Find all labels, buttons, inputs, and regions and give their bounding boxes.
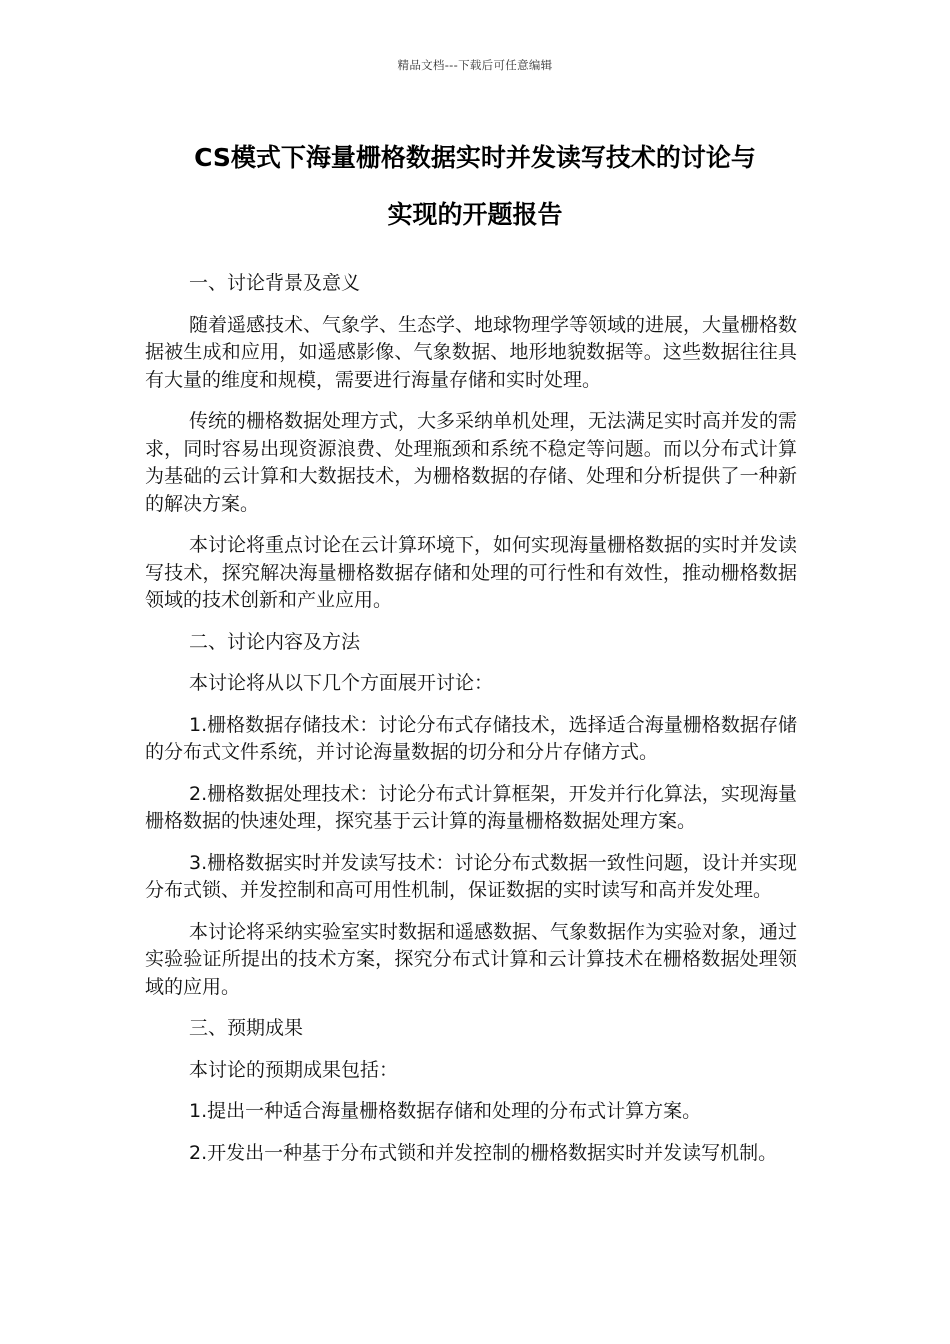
list-item-result-2: 2.开发出一种基于分布式锁和并发控制的栅格数据实时并发读写机制。 — [189, 1141, 778, 1164]
list-item-concurrent-rw-technology: 3.栅格数据实时并发读写技术：讨论分布式数据一致性问题，设计并实现分布式锁、并发控制和高可用性机制，保证数据的实时读写和高并发处理。 — [145, 851, 797, 901]
section-heading-background: 一、讨论背景及意义 — [189, 272, 361, 294]
document-title-line-1: CS模式下海量栅格数据实时并发读写技术的讨论与 — [194, 143, 756, 172]
paragraph-content-intro: 本讨论将从以下几个方面展开讨论： — [189, 672, 494, 694]
section-heading-expected-results: 三、预期成果 — [189, 1017, 304, 1039]
list-item-result-1: 1.提出一种适合海量栅格数据存储和处理的分布式计算方案。 — [189, 1100, 702, 1122]
list-item-storage-technology: 1.栅格数据存储技术：讨论分布式存储技术，选择适合海量栅格数据存储的分布式文件系统，并讨论海量数据的切分和分片存储方式。 — [145, 713, 797, 763]
document-body — [145, 270, 797, 1181]
paragraph-background-3: 本讨论将重点讨论在云计算环境下，如何实现海量栅格数据的实时并发读写技术，探究解决海量栅格数据存储和处理的可行性和有效性，推动栅格数据领域的技术创新和产业应用。 — [145, 534, 798, 611]
document-title-line-2: 实现的开题报告 — [387, 200, 563, 229]
paragraph-background-1: 随着遥感技术、气象学、生态学、地球物理学等领域的进展，大量栅格数据被生成和应用，如遥感影像、气象数据、地形地貌数据等。这些数据往往具有大量的维度和规模，需要进行海量存储和实时处理。 — [145, 313, 798, 391]
list-item-processing-technology: 2.栅格数据处理技术：讨论分布式计算框架，开发并行化算法，实现海量栅格数据的快速处理，探究基于云计算的海量栅格数据处理方案。 — [145, 782, 797, 832]
page-header-note: 精品文档---下载后可任意编辑 — [397, 58, 553, 72]
section-heading-content-methods: 二、讨论内容及方法 — [189, 630, 361, 653]
paragraph-experiment-plan: 本讨论将采纳实验室实时数据和遥感数据、气象数据作为实验对象，通过实验验证所提出的技术方案，探究分布式计算和云计算技术在栅格数据处理领域的应用。 — [145, 920, 798, 998]
paragraph-results-intro: 本讨论的预期成果包括： — [189, 1058, 399, 1081]
paragraph-background-2: 传统的栅格数据处理方式，大多采纳单机处理，无法满足实时高并发的需求，同时容易出现资源浪费、处理瓶颈和系统不稳定等问题。而以分布式计算为基础的云计算和大数据技术，为栅格数据的存储、处理和分析提供了一种新的解决方案。 — [145, 410, 798, 515]
